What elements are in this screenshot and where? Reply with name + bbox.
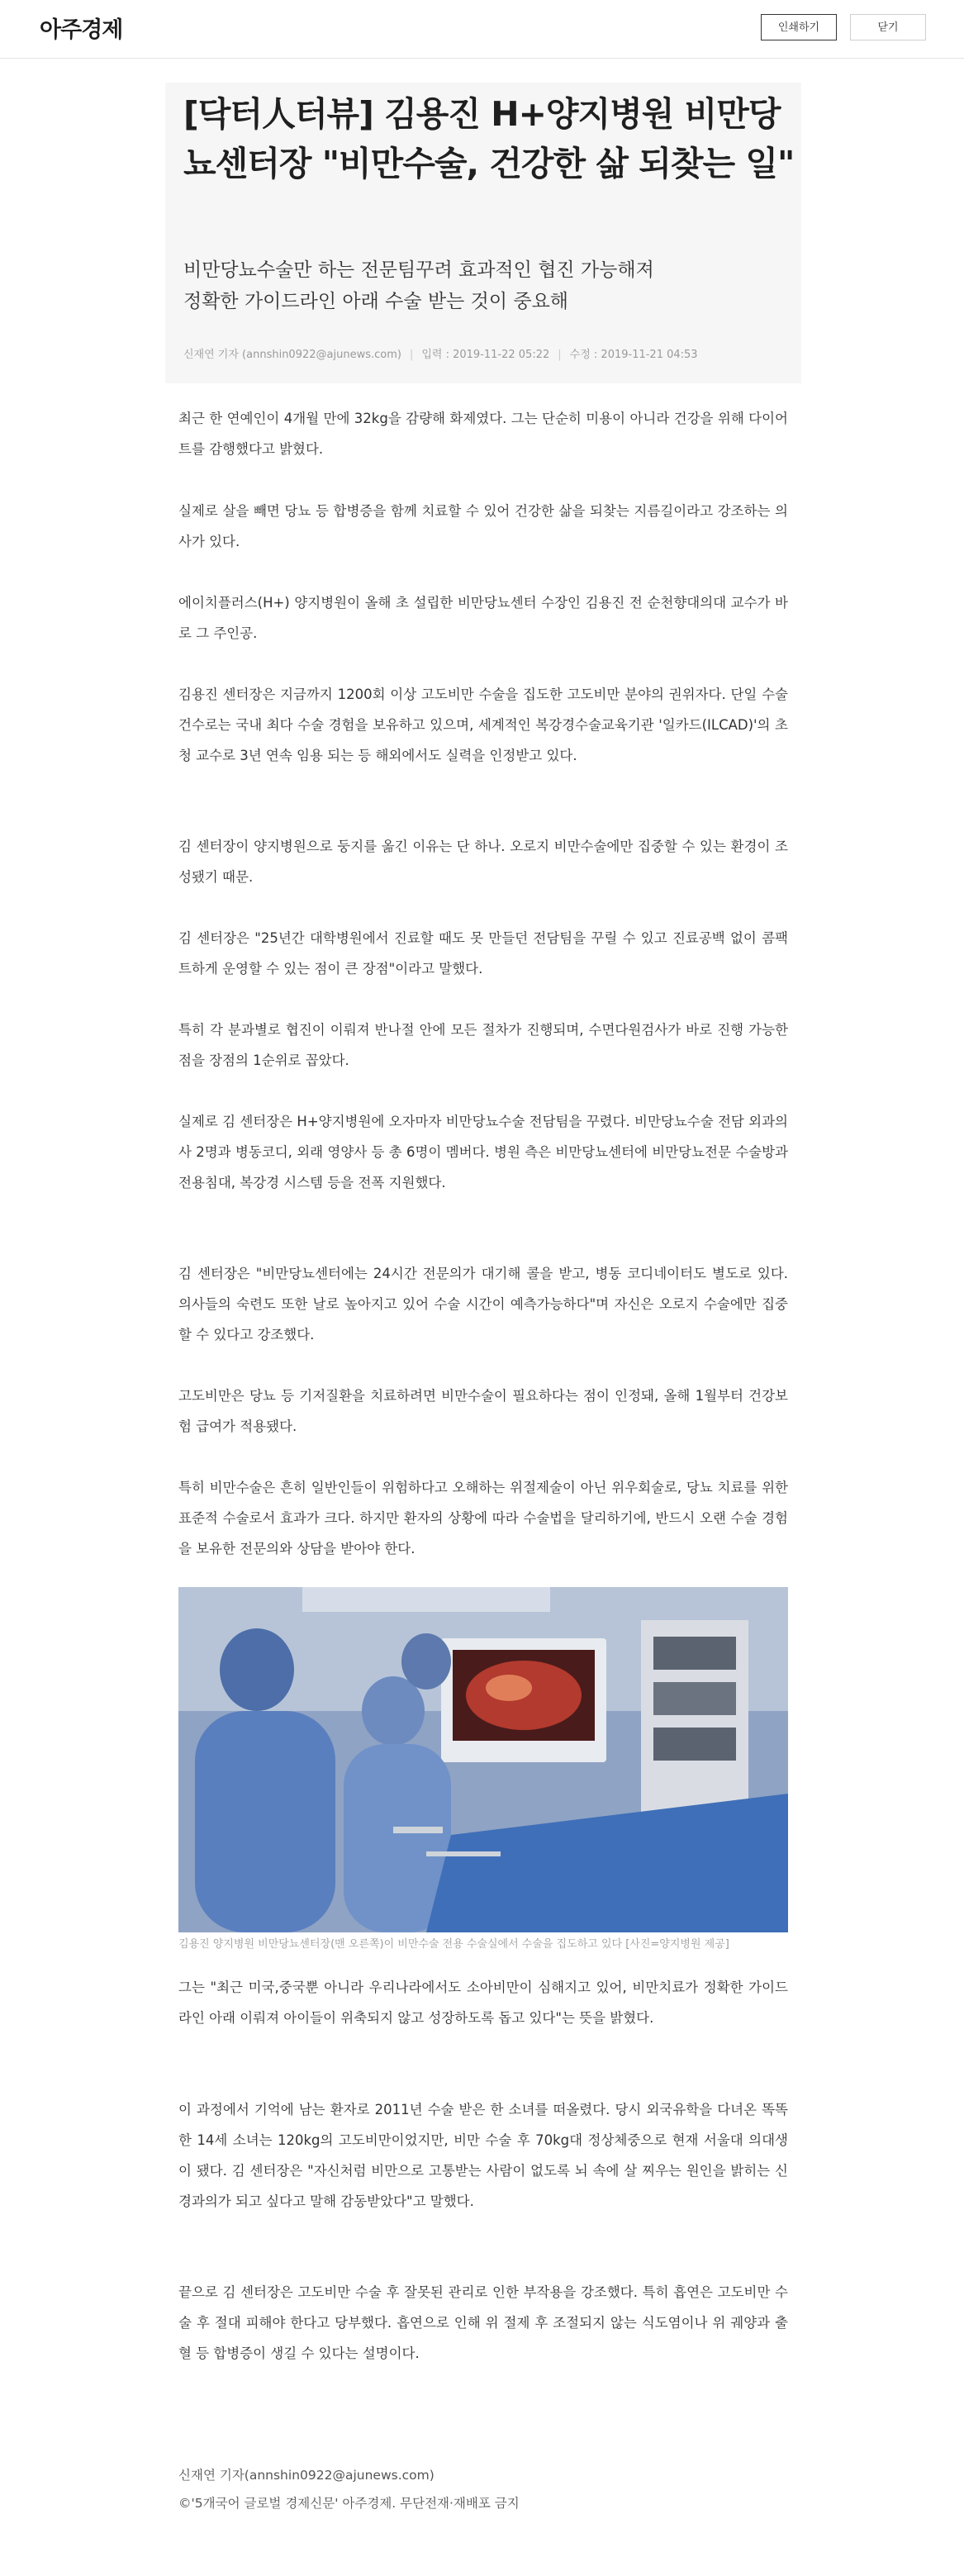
subtitle-line: 비만당뇨수술만 하는 전문팀꾸려 효과적인 협진 가능해져 [183, 259, 654, 281]
surgeon-gown [195, 1711, 335, 1932]
surgeon-cap [401, 1633, 451, 1690]
surgical-instrument [426, 1851, 501, 1856]
meta-divider: | [409, 349, 414, 361]
equipment-unit [653, 1682, 736, 1715]
article-paragraph: 김 센터장은 "25년간 대학병원에서 진료할 때도 못 만들던 전담팀을 꾸릴 수 있고 진료공백 없이 콤팩트하게 운영할 수 있는 점이 큰 장점"이라고 말했다. [178, 930, 788, 977]
article-paragraph: 에이치플러스(H+) 양지병원이 올해 초 설립한 비만당뇨센터 수장인 김용진 전 순천향대의대 교수가 바로 그 주인공. [178, 595, 788, 641]
article-subtitle [183, 254, 795, 317]
close-button[interactable]: 닫기 [850, 14, 926, 40]
print-button[interactable]: 인쇄하기 [761, 14, 837, 40]
reporter-info: 신재연 기자 (annshin0922@ajunews.com) [183, 349, 401, 361]
site-logo[interactable]: 아주경제 [40, 17, 123, 43]
article-paragraph: 고도비만은 당뇨 등 기저질환을 치료하려면 비만수술이 필요하다는 점이 인정돼, 올해 1월부터 건강보험 급여가 적용됐다. [178, 1388, 788, 1434]
photo-caption: 김용진 양지병원 비만당뇨센터장(맨 오른쪽)이 비만수술 전용 수술실에서 수술을 집도하고 있다 [사진=양지병원 제공] [178, 1938, 729, 1951]
article-paragraph: 실제로 살을 빼면 당뇨 등 합병증을 함께 치료할 수 있어 건강한 삶을 되찾는 지름길이라고 강조하는 의사가 있다. [178, 503, 788, 549]
article-title: [닥터人터뷰] 김용진 H+양지병원 비만당뇨센터장 "비만수술, 건강한 삶 되찾는 일" [183, 94, 795, 183]
article-photo [178, 1587, 788, 1932]
article-paragraph: 특히 각 분과별로 협진이 이뤄져 반나절 안에 모든 절차가 진행되며, 수면다원검사가 바로 진행 가능한 점을 장점의 1순위로 꼽았다. [178, 1022, 788, 1068]
article-paragraph: 김용진 센터장은 지금까지 1200회 이상 고도비만 수술을 집도한 고도비만 분야의 권위자다. 단일 수술 건수로는 국내 최다 수술 경험을 보유하고 있으며, 세계적인 복강경수술교육기관 '일카드(ILCAD)'의 초청 교수로 3년 연속 임용 되는 등 해외에서도 실력을 인정받고 있다. [178, 687, 788, 763]
article-paragraph: 김 센터장은 "비만당뇨센터에는 24시간 전문의가 대기해 콜을 받고, 병동 코디네이터도 별도로 있다. 의사들의 숙련도 또한 날로 높아지고 있어 수술 시간이 예측가능하다"며 자신은 오로지 수술에만 집중할 수 있다고 강조했다. [178, 1266, 788, 1343]
article-paragraph: 그는 "최근 미국,중국뿐 아니라 우리나라에서도 소아비만이 심해지고 있어, 비만치료가 정확한 가이드라인 아래 이뤄져 아이들이 위축되지 않고 성장하도록 돕고 있다"는 뜻을 밝혔다. [178, 1980, 788, 2026]
surgeon-cap [362, 1676, 425, 1746]
input-date: 입력 : 2019-11-22 05:22 [421, 349, 550, 361]
modified-date: 수정 : 2019-11-21 04:53 [569, 349, 698, 361]
surgery-photo-illustration [178, 1587, 788, 1932]
article-paragraph: 최근 한 연예인이 4개월 만에 32kg을 감량해 화제였다. 그는 단순히 미용이 아니라 건강을 위해 다이어트를 감행했다고 밝혔다. [178, 411, 788, 457]
meta-divider: | [558, 349, 562, 361]
article-paragraph: 특히 비만수술은 흔히 일반인들이 위험하다고 오해하는 위절제술이 아닌 위우회술로, 당뇨 치료를 위한 표준적 수술로서 효과가 크다. 하지만 환자의 상황에 따라 수술법을 달리하기에, 반드시 오랜 수술 경험을 보유한 전문의와 상담을 받아야 한다. [178, 1480, 788, 1557]
article-header [165, 83, 801, 383]
article-paragraph: 이 과정에서 기억에 남는 환자로 2011년 수술 받은 한 소녀를 떠올렸다. 당시 외국유학을 다녀온 똑똑한 14세 소녀는 120kg의 고도비만이었지만, 비만 수술 후 70kg대 정상체중으로 현재 서울대 의대생이 됐다. 김 센터장은 "자신처럼 비만으로 고통받는 사람이 없도록 뇌 속에 살 찌우는 원인을 밝히는 신경과의가 되고 싶다고 말해 감동받았다"고 말했다. [178, 2102, 788, 2209]
footer-copyright: ©'5개국어 글로벌 경제신문' 아주경제. 무단전재·재배포 금지 [178, 2496, 520, 2511]
top-bar [0, 0, 964, 59]
article-meta [183, 345, 698, 361]
article-paragraph: 실제로 김 센터장은 H+양지병원에 오자마자 비만당뇨수술 전담팀을 꾸렸다. 비만당뇨수술 전담 외과의사 2명과 병동코디, 외래 영양사 등 총 6명이 멤버다. 병원 측은 비만당뇨센터에 비만당뇨전문 수술방과 전용침대, 복강경 시스템 등을 전폭 지원했다. [178, 1114, 788, 1191]
article-paragraph: 김 센터장이 양지병원으로 둥지를 옮긴 이유는 단 하나. 오로지 비만수술에만 집중할 수 있는 환경이 조성됐기 때문. [178, 839, 788, 885]
subtitle-line: 정확한 가이드라인 아래 수술 받는 것이 중요해 [183, 291, 569, 312]
endoscope-highlight [486, 1675, 532, 1701]
surgeon-cap [220, 1628, 294, 1711]
equipment-unit [653, 1637, 736, 1670]
equipment-unit [653, 1728, 736, 1761]
ceiling-light [302, 1587, 550, 1612]
footer-byline: 신재연 기자(annshin0922@ajunews.com) [178, 2468, 435, 2483]
article-paragraph: 끝으로 김 센터장은 고도비만 수술 후 잘못된 관리로 인한 부작용을 강조했다. 특히 흡연은 고도비만 수술 후 절대 피해야 한다고 당부했다. 흡연으로 인해 위 절제 후 조절되지 않는 식도염이나 위 궤양과 출혈 등 합병증이 생길 수 있다는 설명이다. [178, 2284, 788, 2361]
surgical-instrument [393, 1827, 443, 1833]
